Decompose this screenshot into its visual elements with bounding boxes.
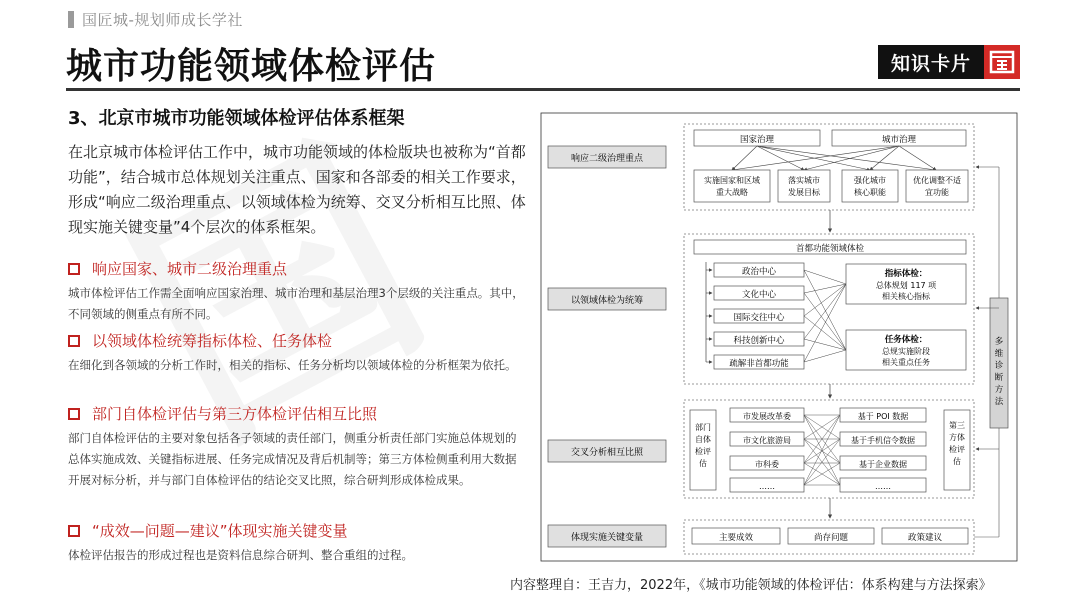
function-5: 疏解非首都功能 xyxy=(729,359,789,369)
cross-block xyxy=(690,408,970,492)
side-c1: 多 xyxy=(994,337,1004,347)
title-rule xyxy=(66,88,1020,91)
data-source-1: 基于 POI 数据 xyxy=(857,412,909,421)
layer-label-1: 响应二级治理重点 xyxy=(570,154,644,164)
square-bullet-icon xyxy=(68,525,80,537)
zone-cross xyxy=(684,400,974,498)
side-method xyxy=(974,167,1008,537)
outcomes-block xyxy=(692,528,968,544)
third-party-c1: 第三 xyxy=(949,421,965,430)
point-heading-text: 部门自体检评估与第三方体检评估相互比照 xyxy=(92,405,378,423)
function-2: 文化中心 xyxy=(741,290,777,300)
department-4: …… xyxy=(759,482,775,491)
indicator-title: 指标体检： xyxy=(884,269,928,279)
source-caption: 内容整理自：王吉力，2022年，《城市功能领域的体检评估：体系构建与方法探索》 xyxy=(510,578,992,593)
point-desc-4: 体检评估报告的形成过程也是资料信息综合研判、整合重组的过程。 xyxy=(68,548,413,562)
self-check-c3: 检评 xyxy=(695,447,711,456)
department-2: 市文化旅游局 xyxy=(743,436,791,445)
section-title: 3、北京市城市功能领域体检评估体系框架 xyxy=(68,108,405,129)
side-c5: 方 xyxy=(994,385,1004,395)
task-line-1: 总规实施阶段 xyxy=(882,347,930,356)
point-desc-3: 部门自体检评估的主要对象包括各子领域的责任部门，侧重分析责任部门实施总体规划的总体实施成效、关键指标进展、任务完成情况及背后机制等；第三方体检侧重利用大数据开展对标分析，并与部门自体检评估的结论交叉比照，综合研判形成体检成果。 xyxy=(68,431,517,487)
org-bar xyxy=(68,11,74,28)
org-header xyxy=(68,8,243,30)
intro-paragraph: 在北京城市体检评估工作中，城市功能领域的体检版块也被称为“首都功能”，结合城市总体规划关注重点、国家和各部委的相关工作要求，形成“响应二级治理重点、以领域体检为统筹、交叉分析相互比照、体现实施关键变量”4个层次的体系框架。 xyxy=(68,143,526,236)
outcome-3: 政策建议 xyxy=(907,533,943,543)
third-party-c3: 检评 xyxy=(949,445,965,454)
point-heading-text: 响应国家、城市二级治理重点 xyxy=(92,260,288,278)
layer-labels xyxy=(548,146,666,547)
governance-arrows xyxy=(732,146,936,170)
data-source-2: 基于手机信令数据 xyxy=(851,436,915,445)
framework-diagram xyxy=(540,112,1020,564)
side-c3: 诊 xyxy=(994,361,1004,371)
data-source-3: 基于企业数据 xyxy=(859,460,907,469)
point-heading-text: 以领域体检统筹指标体检、任务体检 xyxy=(92,332,333,350)
indicator-line-1: 总体规划 117 项 xyxy=(875,281,937,290)
point-heading-4 xyxy=(68,520,348,541)
data-source-4: …… xyxy=(875,482,891,491)
square-bullet-icon xyxy=(68,263,80,275)
department-3: 市科委 xyxy=(755,460,779,469)
task-line-2: 相关重点任务 xyxy=(882,358,930,367)
gov-national: 国家治理 xyxy=(739,135,775,145)
org-name: 国匠城-规划师成长学社 xyxy=(82,10,243,29)
point-heading-1 xyxy=(68,258,287,279)
layer-label-4: 体现实施关键变量 xyxy=(570,533,644,543)
card-label: 知识卡片 xyxy=(878,45,984,79)
square-bullet-icon xyxy=(68,408,80,420)
outcome-1: 主要成效 xyxy=(718,533,754,543)
point-desc-1: 城市体检评估工作需全面响应国家治理、城市治理和基层治理3个层级的关注重点。其中，不同领域的侧重点有所不同。 xyxy=(68,286,524,321)
governance-row xyxy=(694,130,966,146)
indicator-line-2: 相关核心指标 xyxy=(882,292,930,301)
department-1: 市发展改革委 xyxy=(743,412,791,421)
point-heading-2 xyxy=(68,330,332,351)
third-party-c4: 估 xyxy=(953,457,961,466)
strategy-1-line-2: 重大战略 xyxy=(716,188,748,197)
square-bullet-icon xyxy=(68,335,80,347)
function-3: 国际交往中心 xyxy=(733,313,785,323)
point-heading-text: “成效—问题—建议”体现实施关键变量 xyxy=(92,522,348,540)
function-4: 科技创新中心 xyxy=(733,336,785,346)
third-party-c2: 方体 xyxy=(949,433,965,442)
gov-city: 城市治理 xyxy=(881,135,917,145)
point-heading-3 xyxy=(68,403,377,424)
strategy-3-line-2: 核心职能 xyxy=(854,188,886,197)
strategy-2-line-1: 落实城市 xyxy=(788,176,820,185)
task-title: 任务体检： xyxy=(884,335,928,345)
point-desc-2: 在细化到各领域的分析工作时，相关的指标、任务分析均以领域体检的分析框架为依托。 xyxy=(68,358,517,372)
self-check-c4: 估 xyxy=(699,459,707,468)
self-check-c1: 部门 xyxy=(695,423,711,432)
knowledge-card-badge xyxy=(878,45,1020,79)
domain-block xyxy=(694,240,966,370)
side-c6: 法 xyxy=(994,397,1004,407)
strategy-2-line-2: 发展目标 xyxy=(788,188,820,197)
strategy-4-line-1: 优化调整不适 xyxy=(913,176,961,185)
outcome-2: 尚存问题 xyxy=(813,533,849,543)
function-1: 政治中心 xyxy=(741,267,777,277)
page-title: 城市功能领域体检评估 xyxy=(66,46,437,87)
layer-label-2: 以领域体检为统筹 xyxy=(570,296,644,306)
side-c2: 维 xyxy=(994,349,1004,359)
strategy-row xyxy=(694,170,968,202)
layer-label-3: 交叉分析相互比照 xyxy=(570,448,644,458)
strategy-4-line-2: 宜功能 xyxy=(925,188,949,197)
strategy-3-line-1: 强化城市 xyxy=(854,176,886,185)
domain-title: 首都功能领域体检 xyxy=(795,244,865,254)
logo-icon xyxy=(984,45,1020,79)
strategy-1-line-1: 实施国家和区域 xyxy=(704,176,760,185)
self-check-c2: 自体 xyxy=(695,435,711,444)
side-c4: 断 xyxy=(994,373,1004,383)
